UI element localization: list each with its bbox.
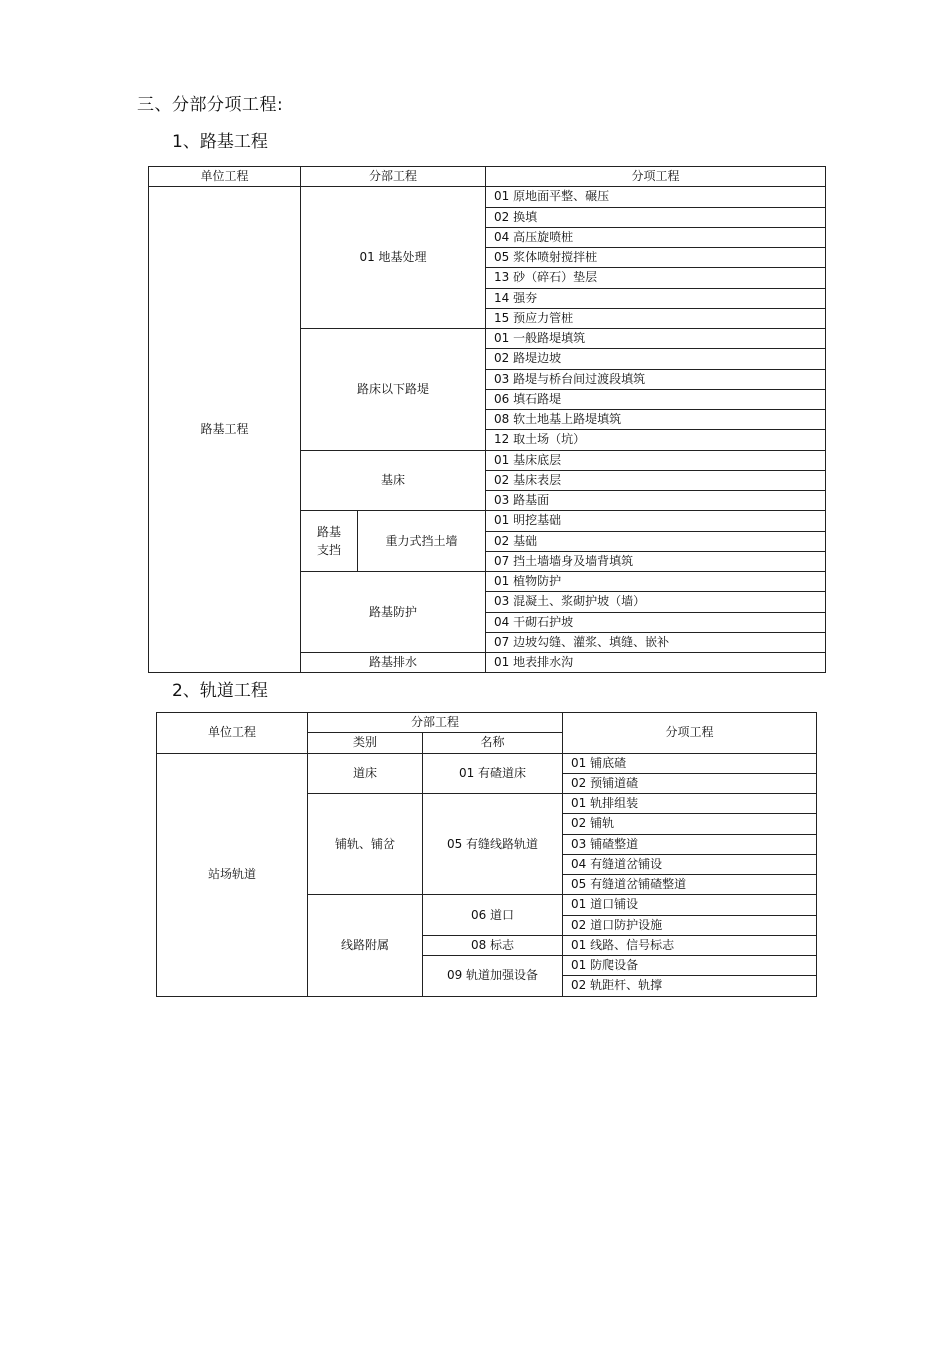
item-cell: 13 砂（碎石）垫层 [486, 268, 826, 288]
header-unit: 单位工程 [149, 167, 301, 187]
item-cell: 04 有缝道岔铺设 [563, 854, 817, 874]
division-name: 01 地基处理 [301, 187, 486, 329]
item-cell: 02 道口防护设施 [563, 915, 817, 935]
division-name: 基床 [301, 450, 486, 511]
unit-name: 路基工程 [149, 187, 301, 673]
item-cell: 01 明挖基础 [486, 511, 826, 531]
item-cell: 01 轨排组装 [563, 794, 817, 814]
item-cell: 04 干砌石护坡 [486, 612, 826, 632]
header-division: 分部工程 [301, 167, 486, 187]
item-cell: 02 预铺道碴 [563, 773, 817, 793]
item-cell: 01 道口铺设 [563, 895, 817, 915]
item-cell: 02 轨距杆、轨撑 [563, 976, 817, 996]
name-cell: 09 轨道加强设备 [423, 956, 563, 997]
table-row [149, 187, 826, 207]
name-cell: 01 有碴道床 [423, 753, 563, 794]
header-item: 分项工程 [563, 713, 817, 754]
retaining-line1: 路基 [316, 524, 341, 539]
item-cell: 03 路堤与桥台间过渡段填筑 [486, 369, 826, 389]
name-cell: 06 道口 [423, 895, 563, 936]
item-cell: 14 强夯 [486, 288, 826, 308]
table-row [157, 753, 817, 773]
division-name: 路床以下路堤 [301, 329, 486, 451]
item-cell: 02 基础 [486, 531, 826, 551]
item-cell: 05 有缝道岔铺碴整道 [563, 875, 817, 895]
table-header-row [157, 713, 817, 733]
item-cell: 07 边坡勾缝、灌浆、填缝、嵌补 [486, 632, 826, 652]
division-name: 路基防护 [301, 572, 486, 653]
track-table [156, 712, 817, 997]
item-cell: 01 一般路堤填筑 [486, 329, 826, 349]
header-division: 分部工程 [308, 713, 563, 733]
name-cell: 05 有缝线路轨道 [423, 794, 563, 895]
name-cell: 08 标志 [423, 935, 563, 955]
item-cell: 03 铺碴整道 [563, 834, 817, 854]
subgrade-table [148, 166, 826, 673]
header-name: 名称 [423, 733, 563, 753]
item-cell: 01 植物防护 [486, 572, 826, 592]
item-cell: 01 地表排水沟 [486, 653, 826, 673]
division-name-retaining [301, 511, 358, 572]
track-heading: 2、轨道工程 [172, 681, 268, 701]
section-title: 三、分部分项工程: [137, 95, 284, 115]
item-cell: 01 铺底碴 [563, 753, 817, 773]
header-category: 类别 [308, 733, 423, 753]
unit-name: 站场轨道 [157, 753, 308, 996]
category-cell: 铺轨、铺岔 [308, 794, 423, 895]
header-unit: 单位工程 [157, 713, 308, 754]
item-cell: 03 路基面 [486, 491, 826, 511]
item-cell: 12 取土场（坑） [486, 430, 826, 450]
division-name: 路基排水 [301, 653, 486, 673]
subgrade-heading: 1、路基工程 [172, 132, 268, 152]
item-cell: 06 填石路堤 [486, 389, 826, 409]
item-cell: 15 预应力管桩 [486, 308, 826, 328]
category-cell: 线路附属 [308, 895, 423, 996]
item-cell: 07 挡土墙墙身及墙背填筑 [486, 551, 826, 571]
item-cell: 01 线路、信号标志 [563, 935, 817, 955]
item-cell: 01 防爬设备 [563, 956, 817, 976]
item-cell: 04 高压旋喷桩 [486, 227, 826, 247]
item-cell: 05 浆体喷射搅拌桩 [486, 248, 826, 268]
item-cell: 08 软土地基上路堤填筑 [486, 410, 826, 430]
item-cell: 01 基床底层 [486, 450, 826, 470]
item-cell: 02 铺轨 [563, 814, 817, 834]
retaining-line2: 支挡 [316, 542, 341, 557]
item-cell: 03 混凝土、浆砌护坡（墙） [486, 592, 826, 612]
table-header-row [149, 167, 826, 187]
item-cell: 02 换填 [486, 207, 826, 227]
item-cell: 02 路堤边坡 [486, 349, 826, 369]
header-item: 分项工程 [486, 167, 826, 187]
subdivision-name: 重力式挡土墙 [358, 511, 486, 572]
item-cell: 02 基床表层 [486, 470, 826, 490]
item-cell: 01 原地面平整、碾压 [486, 187, 826, 207]
category-cell: 道床 [308, 753, 423, 794]
